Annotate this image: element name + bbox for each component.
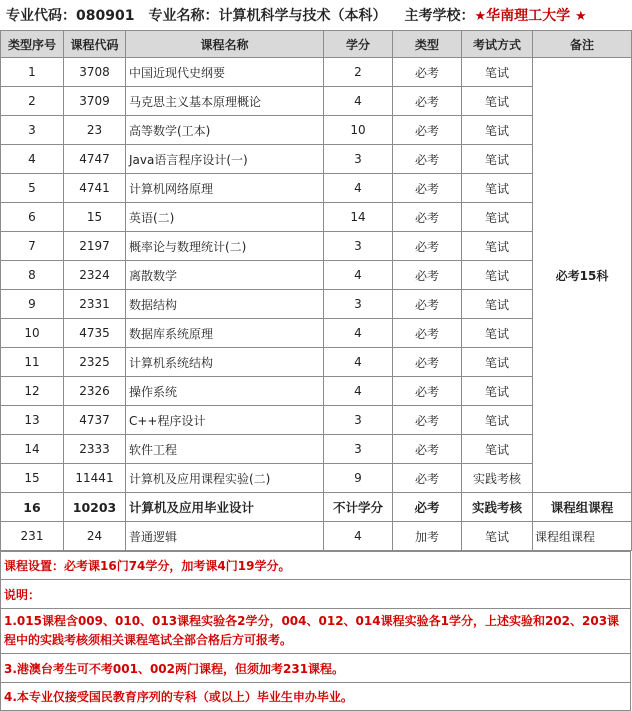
major-name: 专业名称：计算机科学与技术（本科） bbox=[148, 8, 387, 24]
cell-seq: 13 bbox=[1, 406, 64, 435]
cell-seq: 15 bbox=[1, 464, 64, 493]
cell-code: 4735 bbox=[64, 319, 126, 348]
cell-seq: 8 bbox=[1, 261, 64, 290]
cell-credit: 10 bbox=[324, 116, 393, 145]
star-icon: ★ bbox=[574, 9, 587, 24]
cell-seq: 5 bbox=[1, 174, 64, 203]
cell-exam: 笔试 bbox=[462, 232, 533, 261]
cell-remark-required: 必考15科 bbox=[533, 58, 632, 493]
cell-name: 软件工程 bbox=[126, 435, 324, 464]
note-1: 1.015课程含009、010、013课程实验各2学分，004、012、014课程实验各1学分，上述实验和202、203课程中的实践考核须相关课程笔试全部合格后方可报考。 bbox=[1, 609, 631, 654]
cell-name: C++程序设计 bbox=[126, 406, 324, 435]
cell-type: 必考 bbox=[393, 232, 462, 261]
cell-credit: 不计学分 bbox=[324, 493, 393, 522]
cell-credit: 14 bbox=[324, 203, 393, 232]
cell-seq: 14 bbox=[1, 435, 64, 464]
cell-code: 11441 bbox=[64, 464, 126, 493]
col-header-exam: 考试方式 bbox=[462, 31, 533, 58]
explain-label: 说明： bbox=[1, 580, 631, 609]
cell-exam: 实践考核 bbox=[462, 493, 533, 522]
cell-name: 英语(二) bbox=[126, 203, 324, 232]
cell-name: 离散数学 bbox=[126, 261, 324, 290]
table-header-row bbox=[1, 31, 632, 58]
col-header-seq: 类型序号 bbox=[1, 31, 64, 58]
cell-name: 数据结构 bbox=[126, 290, 324, 319]
cell-credit: 4 bbox=[324, 348, 393, 377]
cell-code: 10203 bbox=[64, 493, 126, 522]
cell-type: 必考 bbox=[393, 145, 462, 174]
cell-code: 2325 bbox=[64, 348, 126, 377]
cell-name: 操作系统 bbox=[126, 377, 324, 406]
cell-credit: 3 bbox=[324, 232, 393, 261]
cell-type: 必考 bbox=[393, 406, 462, 435]
cell-credit: 4 bbox=[324, 377, 393, 406]
cell-type: 必考 bbox=[393, 116, 462, 145]
cell-exam: 笔试 bbox=[462, 58, 533, 87]
cell-exam: 笔试 bbox=[462, 174, 533, 203]
notes-table bbox=[0, 551, 631, 711]
cell-credit: 3 bbox=[324, 435, 393, 464]
cell-code: 4741 bbox=[64, 174, 126, 203]
cell-code: 23 bbox=[64, 116, 126, 145]
cell-seq: 2 bbox=[1, 87, 64, 116]
cell-name: 计算机网络原理 bbox=[126, 174, 324, 203]
col-header-credit: 学分 bbox=[324, 31, 393, 58]
star-icon: ★ bbox=[474, 9, 487, 24]
cell-seq: 10 bbox=[1, 319, 64, 348]
cell-name: 马克思主义基本原理概论 bbox=[126, 87, 324, 116]
major-code: 专业代码：080901 bbox=[6, 8, 135, 24]
cell-credit: 2 bbox=[324, 58, 393, 87]
cell-name: 计算机及应用课程实验(二) bbox=[126, 464, 324, 493]
cell-code: 4747 bbox=[64, 145, 126, 174]
cell-code: 15 bbox=[64, 203, 126, 232]
cell-credit: 4 bbox=[324, 522, 393, 551]
cell-type: 必考 bbox=[393, 435, 462, 464]
cell-name: 数据库系统原理 bbox=[126, 319, 324, 348]
cell-type: 必考 bbox=[393, 290, 462, 319]
note-4: 4.本专业仅接受国民教育序列的专科（或以上）毕业生申办毕业。 bbox=[1, 683, 631, 711]
cell-exam: 笔试 bbox=[462, 290, 533, 319]
course-setting-note: 课程设置：必考课16门74学分，加考课4门19学分。 bbox=[1, 552, 631, 580]
cell-exam: 笔试 bbox=[462, 406, 533, 435]
col-header-code: 课程代码 bbox=[64, 31, 126, 58]
cell-credit: 4 bbox=[324, 261, 393, 290]
cell-code: 24 bbox=[64, 522, 126, 551]
table-row-graduation-design bbox=[1, 493, 632, 522]
cell-code: 2326 bbox=[64, 377, 126, 406]
cell-name: Java语言程序设计(一) bbox=[126, 145, 324, 174]
cell-exam: 笔试 bbox=[462, 87, 533, 116]
cell-exam: 笔试 bbox=[462, 377, 533, 406]
col-header-name: 课程名称 bbox=[126, 31, 324, 58]
cell-code: 3709 bbox=[64, 87, 126, 116]
cell-exam: 笔试 bbox=[462, 203, 533, 232]
cell-code: 2197 bbox=[64, 232, 126, 261]
cell-exam: 笔试 bbox=[462, 435, 533, 464]
cell-type: 必考 bbox=[393, 261, 462, 290]
col-header-remark: 备注 bbox=[533, 31, 632, 58]
cell-remark: 课程组课程 bbox=[533, 493, 632, 522]
cell-type: 必考 bbox=[393, 377, 462, 406]
cell-exam: 笔试 bbox=[462, 348, 533, 377]
table-body bbox=[1, 58, 632, 551]
cell-type: 必考 bbox=[393, 87, 462, 116]
cell-code: 2333 bbox=[64, 435, 126, 464]
cell-seq: 7 bbox=[1, 232, 64, 261]
school-prefix: 主考学校： bbox=[404, 8, 475, 24]
cell-credit: 3 bbox=[324, 290, 393, 319]
cell-code: 2324 bbox=[64, 261, 126, 290]
cell-type: 必考 bbox=[393, 493, 462, 522]
table-row-extra-exam bbox=[1, 522, 632, 551]
header-bar bbox=[0, 0, 632, 30]
cell-seq: 11 bbox=[1, 348, 64, 377]
cell-type: 加考 bbox=[393, 522, 462, 551]
cell-type: 必考 bbox=[393, 464, 462, 493]
note-3: 3.港澳台考生可不考001、002两门课程，但须加考231课程。 bbox=[1, 654, 631, 683]
school-name: 华南理工大学 bbox=[486, 8, 571, 24]
cell-name: 计算机系统结构 bbox=[126, 348, 324, 377]
cell-seq: 1 bbox=[1, 58, 64, 87]
cell-code: 4737 bbox=[64, 406, 126, 435]
cell-remark: 课程组课程 bbox=[533, 522, 632, 551]
cell-exam: 笔试 bbox=[462, 319, 533, 348]
cell-credit: 9 bbox=[324, 464, 393, 493]
cell-name: 概率论与数理统计(二) bbox=[126, 232, 324, 261]
cell-credit: 3 bbox=[324, 406, 393, 435]
cell-type: 必考 bbox=[393, 319, 462, 348]
course-table bbox=[0, 30, 632, 551]
cell-seq: 9 bbox=[1, 290, 64, 319]
exam-school bbox=[404, 5, 586, 25]
cell-name: 普通逻辑 bbox=[126, 522, 324, 551]
cell-type: 必考 bbox=[393, 203, 462, 232]
cell-seq: 16 bbox=[1, 493, 64, 522]
cell-exam: 笔试 bbox=[462, 145, 533, 174]
cell-name: 中国近现代史纲要 bbox=[126, 58, 324, 87]
cell-credit: 4 bbox=[324, 319, 393, 348]
table-row bbox=[1, 58, 632, 87]
cell-seq: 4 bbox=[1, 145, 64, 174]
cell-name: 高等数学(工本) bbox=[126, 116, 324, 145]
cell-seq: 231 bbox=[1, 522, 64, 551]
cell-exam: 实践考核 bbox=[462, 464, 533, 493]
cell-type: 必考 bbox=[393, 348, 462, 377]
cell-name: 计算机及应用毕业设计 bbox=[126, 493, 324, 522]
cell-credit: 4 bbox=[324, 87, 393, 116]
cell-exam: 笔试 bbox=[462, 522, 533, 551]
cell-seq: 6 bbox=[1, 203, 64, 232]
cell-type: 必考 bbox=[393, 58, 462, 87]
cell-exam: 笔试 bbox=[462, 261, 533, 290]
cell-code: 3708 bbox=[64, 58, 126, 87]
col-header-type: 类型 bbox=[393, 31, 462, 58]
cell-code: 2331 bbox=[64, 290, 126, 319]
cell-seq: 3 bbox=[1, 116, 64, 145]
cell-exam: 笔试 bbox=[462, 116, 533, 145]
cell-credit: 3 bbox=[324, 145, 393, 174]
cell-type: 必考 bbox=[393, 174, 462, 203]
cell-credit: 4 bbox=[324, 174, 393, 203]
cell-seq: 12 bbox=[1, 377, 64, 406]
